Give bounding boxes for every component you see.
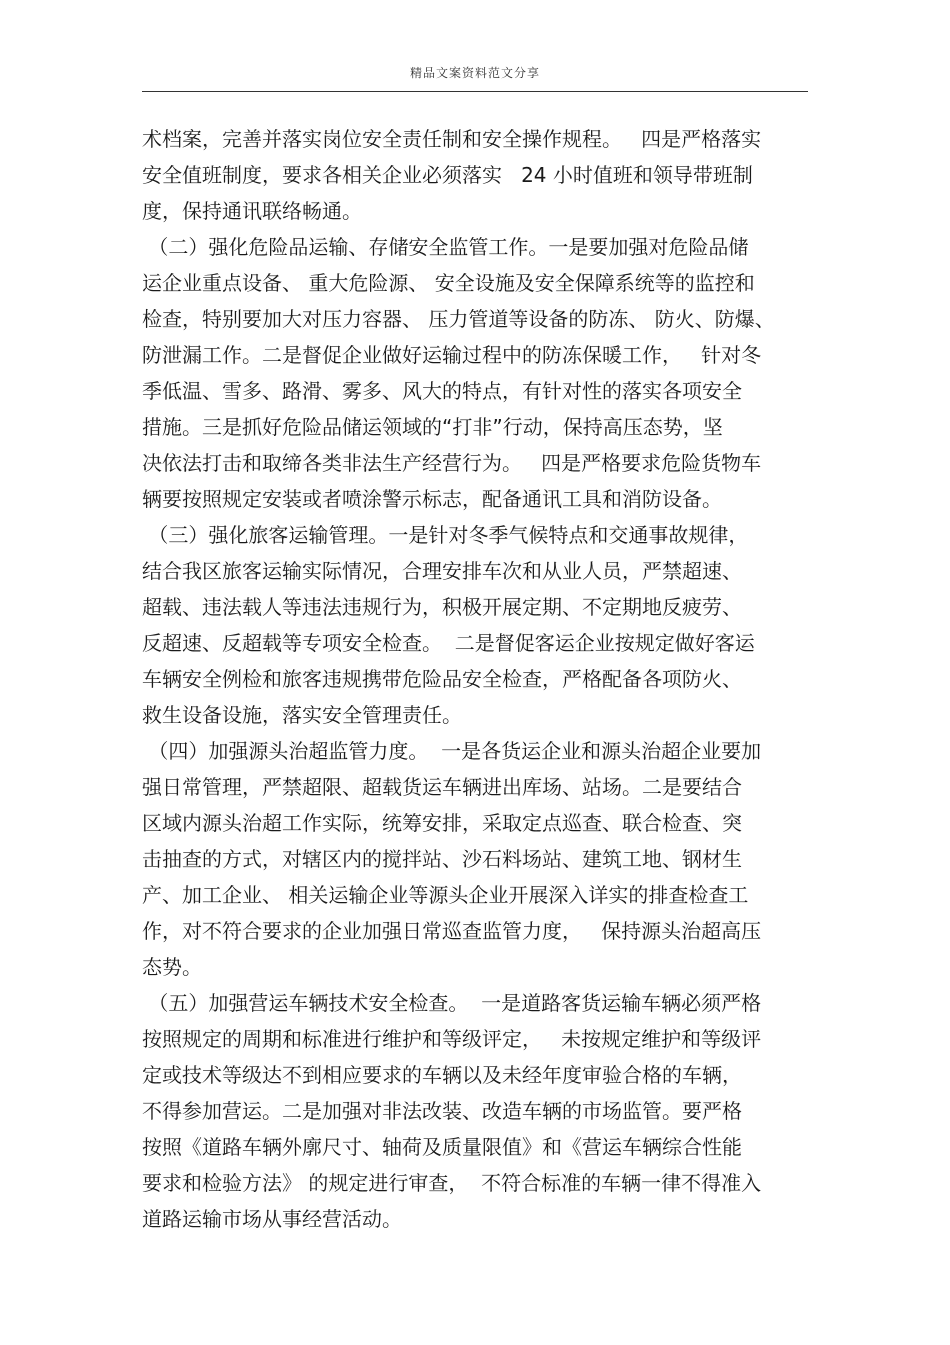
document-body	[142, 121, 808, 1237]
page-header-title: 精品文案资料范文分享	[409, 66, 540, 80]
body-line: 道路运输市场从事经营活动。	[142, 1207, 402, 1231]
section-heading-line: （五）加强营运车辆技术安全检查。 一是道路客货运输车辆必须严格	[142, 991, 762, 1015]
body-line: 强日常管理，严禁超限、超载货运车辆进出库场、站场。二是要结合	[142, 775, 742, 799]
section-heading-line: （四）加强源头治超监管力度。 一是各货运企业和源头治超企业要加	[142, 739, 762, 763]
body-line: 度，保持通讯联络畅通。	[142, 199, 362, 223]
header-divider	[142, 91, 808, 92]
body-line: 决依法打击和取缔各类非法生产经营行为。 四是严格要求危险货物车	[142, 451, 762, 475]
body-line: 作，对不符合要求的企业加强日常巡查监管力度， 保持源头治超高压	[142, 919, 762, 943]
body-line: 不得参加营运。二是加强对非法改装、改造车辆的市场监管。要严格	[142, 1099, 742, 1123]
body-line: 反超速、反超载等专项安全检查。 二是督促客运企业按规定做好客运	[142, 631, 755, 655]
body-line: 辆要按照规定安装或者喷涂警示标志，配备通讯工具和消防设备。	[142, 487, 722, 511]
body-line: 区域内源头治超工作实际，统筹安排，采取定点巡查、联合检查、突	[142, 811, 742, 835]
body-line: 救生设备设施，落实安全管理责任。	[142, 703, 462, 727]
body-line: 超载、违法载人等违法违规行为，积极开展定期、不定期地反疲劳、	[142, 595, 742, 619]
body-line: 车辆安全例检和旅客违规携带危险品安全检查，严格配备各项防火、	[142, 667, 742, 691]
section-heading-line: （二）强化危险品运输、存储安全监管工作。一是要加强对危险品储	[142, 235, 749, 259]
body-line: 防泄漏工作。二是督促企业做好运输过程中的防冻保暖工作， 针对冬	[142, 343, 762, 367]
body-line: 运企业重点设备、 重大危险源、 安全设施及安全保障系统等的监控和	[142, 271, 755, 295]
body-line: 术档案，完善并落实岗位安全责任制和安全操作规程。 四是严格落实	[142, 127, 762, 151]
body-line: 按照规定的周期和标准进行维护和等级评定， 未按规定维护和等级评	[142, 1027, 762, 1051]
section-heading-line: （三）强化旅客运输管理。一是针对冬季气候特点和交通事故规律，	[142, 523, 749, 547]
body-line: 定或技术等级达不到相应要求的车辆以及未经年度审验合格的车辆，	[142, 1063, 742, 1087]
body-line: 检查，特别要加大对压力容器、 压力管道等设备的防冻、 防火、防爆、	[142, 307, 775, 331]
body-line: 措施。三是抓好危险品储运领域的“打非”行动，保持高压态势，坚	[142, 415, 723, 439]
body-line: 结合我区旅客运输实际情况，合理安排车次和从业人员，严禁超速、	[142, 559, 742, 583]
body-line: 要求和检验方法》 的规定进行审查， 不符合标准的车辆一律不得准入	[142, 1171, 762, 1195]
body-line: 击抽查的方式，对辖区内的搅拌站、沙石料场站、建筑工地、钢材生	[142, 847, 742, 871]
body-line: 安全值班制度，要求各相关企业必须落实 24 小时值班和领导带班制	[142, 163, 753, 187]
body-line: 态势。	[142, 955, 202, 979]
body-line: 产、加工企业、 相关运输企业等源头企业开展深入详实的排查检查工	[142, 883, 749, 907]
body-line: 季低温、雪多、路滑、雾多、风大的特点，有针对性的落实各项安全	[142, 379, 742, 403]
body-line: 按照《道路车辆外廓尺寸、轴荷及质量限值》和《营运车辆综合性能	[142, 1135, 742, 1159]
